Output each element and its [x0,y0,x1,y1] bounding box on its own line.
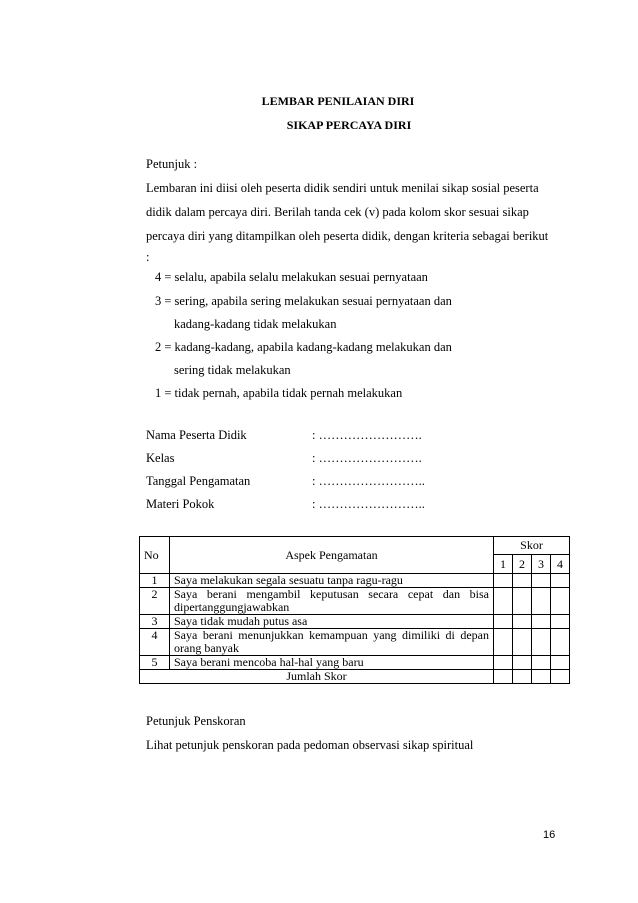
skor-cell[interactable] [551,656,570,670]
field-label: Tanggal Pengamatan [146,474,251,488]
skor-cell[interactable] [532,629,551,656]
skor-cell[interactable] [532,574,551,588]
table-row [140,615,570,629]
row-aspek: Saya melakukan segala sesuatu tanpa ragu-ragu [170,574,494,588]
skor-cell[interactable] [551,574,570,588]
row-no: 1 [140,574,170,588]
criteria-item: 2 = kadang-kadang, apabila kadang-kadang melakukan dan [155,340,452,354]
instructions-line: Lembaran ini diisi oleh peserta didik sendiri untuk menilai sikap sosial peserta [146,181,539,195]
skor-cell[interactable] [494,629,513,656]
skor-cell[interactable] [532,588,551,615]
field-label: Materi Pokok [146,497,215,511]
skor-col-3: 3 [532,555,551,574]
row-aspek: Saya berani mencoba hal-hal yang baru [170,656,494,670]
table-row [140,574,570,588]
field-label: Kelas [146,451,175,465]
criteria-item: kadang-kadang tidak melakukan [174,317,337,331]
row-no: 5 [140,656,170,670]
header-no: No [140,537,170,574]
skor-cell[interactable] [494,588,513,615]
header-aspek: Aspek Pengamatan [170,537,494,574]
page-number: 16 [543,829,556,841]
skor-cell[interactable] [551,629,570,656]
skor-cell[interactable] [513,574,532,588]
row-aspek: Saya tidak mudah putus asa [170,615,494,629]
criteria-item: 3 = sering, apabila sering melakukan sesuai pernyataan dan [155,294,452,308]
total-skor-cell[interactable] [494,670,513,684]
header-skor: Skor [494,537,570,555]
skor-cell[interactable] [513,656,532,670]
skor-cell[interactable] [513,615,532,629]
row-aspek: Saya berani mengambil keputusan secara cepat dan bisa dipertanggungjawabkan [170,588,494,615]
skor-cell[interactable] [513,588,532,615]
row-no: 3 [140,615,170,629]
skor-cell[interactable] [494,615,513,629]
skor-cell[interactable] [551,615,570,629]
skor-cell[interactable] [494,574,513,588]
row-no: 4 [140,629,170,656]
skor-cell[interactable] [532,615,551,629]
row-aspek: Saya berani menunjukkan kemampuan yang dimiliki di depan orang banyak [170,629,494,656]
criteria-item: 4 = selalu, apabila selalu melakukan sesuai pernyataan [155,270,428,284]
criteria-item: 1 = tidak pernah, apabila tidak pernah melakukan [155,386,403,400]
row-no: 2 [140,588,170,615]
document-title: LEMBAR PENILAIAN DIRI [261,94,415,108]
skor-col-1: 1 [494,555,513,574]
scoring-heading: Petunjuk Penskoran [146,714,246,728]
skor-col-4: 4 [551,555,570,574]
criteria-item: sering tidak melakukan [174,363,291,377]
table-header-row [140,537,570,555]
skor-cell[interactable] [551,588,570,615]
scoring-text: Lihat petunjuk penskoran pada pedoman observasi sikap spiritual [146,738,474,752]
document-subtitle: SIKAP PERCAYA DIRI [286,118,412,132]
table-total-row [140,670,570,684]
instructions-line: : [146,250,150,264]
total-label: Jumlah Skor [140,670,494,684]
total-skor-cell[interactable] [551,670,570,684]
instructions-heading: Petunjuk : [146,157,198,171]
table-row [140,629,570,656]
assessment-table [139,536,570,684]
table-row [140,656,570,670]
instructions-line: didik dalam percaya diri. Berilah tanda cek (v) pada kolom skor sesuai sikap [146,205,529,219]
skor-cell[interactable] [513,629,532,656]
skor-cell[interactable] [494,656,513,670]
field-value: : …………………….. [312,474,425,488]
field-value: : …………………….. [312,497,425,511]
field-label: Nama Peserta Didik [146,428,247,442]
skor-cell[interactable] [532,656,551,670]
field-value: : ……………………. [312,451,422,465]
total-skor-cell[interactable] [513,670,532,684]
field-value: : ……………………. [312,428,422,442]
total-skor-cell[interactable] [532,670,551,684]
skor-col-2: 2 [513,555,532,574]
instructions-line: percaya diri yang ditampilkan oleh peserta didik, dengan kriteria sebagai berikut [146,229,549,243]
table-row [140,588,570,615]
